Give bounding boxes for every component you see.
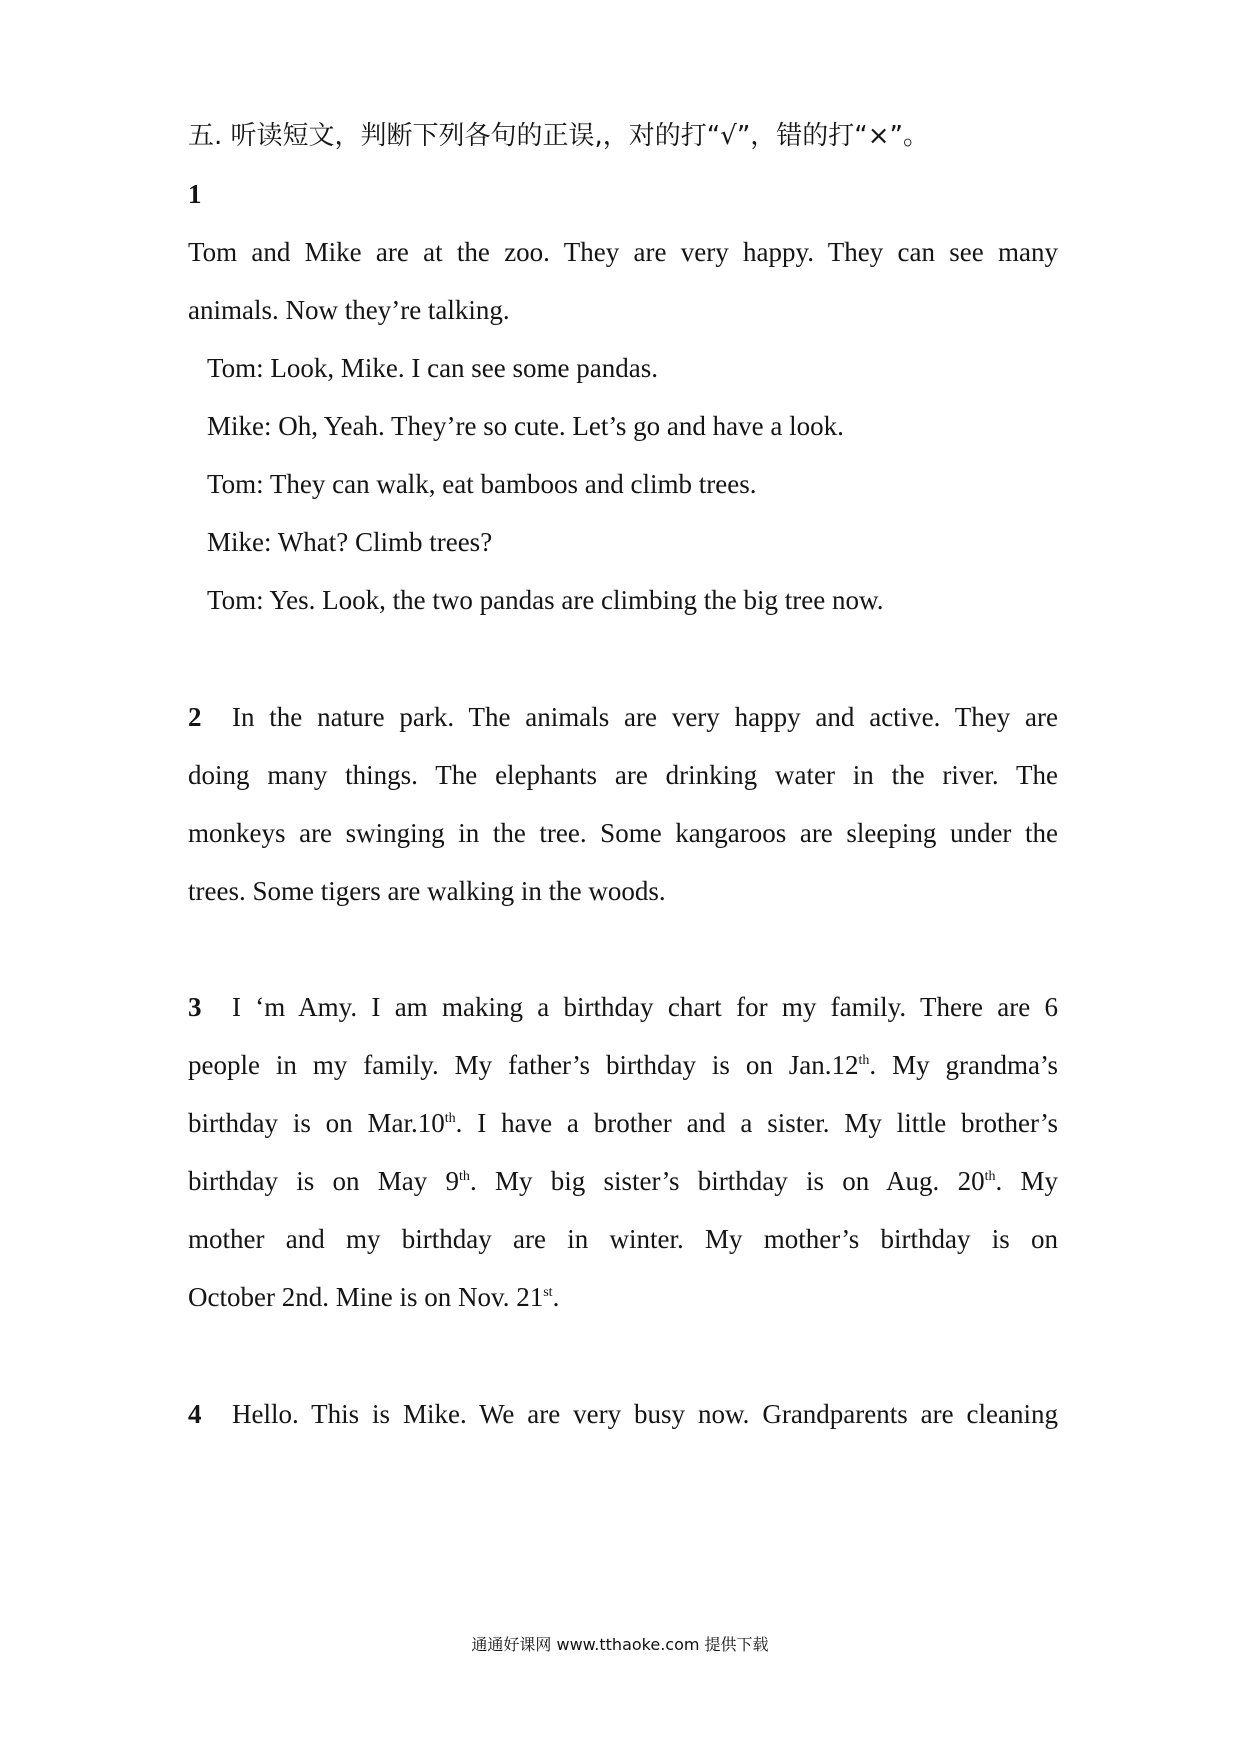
section-2-line-2: doing many things. The elephants are drinking water in the river. The [188,760,1058,790]
text-run: . My [995,1166,1058,1196]
section-4-line-1 [188,1396,1058,1432]
paragraph-text: Hello. This is Mike. We are very busy now. Grandparents are cleaning [232,1399,1058,1429]
text-run: . My grandma’s [869,1050,1058,1080]
text-run: people in my family. My father’s birthday is on Jan.12 [188,1050,859,1080]
text-run: October 2nd. Mine is on Nov. 21 [188,1282,544,1312]
ordinal-suffix: th [459,1169,470,1184]
section-1-line-2: animals. Now they’re talking. [188,295,510,325]
paragraph-text: In the nature park. The animals are very happy and active. They are [232,702,1058,732]
section-3-line-4 [188,1163,1058,1199]
section-3-line-1 [188,989,1058,1025]
paragraph-text: I ‘m Amy. I am making a birthday chart for my family. There are 6 [232,992,1058,1022]
text-run: birthday is on May 9 [188,1166,460,1196]
section-number: 3 [188,992,202,1022]
page-footer: 通通好课网 www.tthaoke.com 提供下载 [471,1635,769,1654]
dialogue-line: Tom: Yes. Look, the two pandas are climbing the big tree now. [207,585,884,615]
section-1-number [188,176,1058,212]
text-run: birthday is on Mar.10 [188,1108,445,1138]
exercise-heading: 五. 听读短文，判断下列各句的正误,，对的打“√”，错的打“×”。 [188,121,930,151]
section-1-line-1: Tom and Mike are at the zoo. They are very happy. They can see many [188,237,1058,267]
dialogue-line: Mike: Oh, Yeah. They’re so cute. Let’s go and have a look. [207,411,844,441]
dialogue-line: Mike: What? Climb trees? [207,527,493,557]
section-3-line-2 [188,1047,1058,1083]
ordinal-suffix: st [543,1285,553,1300]
text-run: . [552,1282,560,1312]
text-run: . I have a brother and a sister. My little brother’s [455,1108,1059,1138]
ordinal-suffix: th [444,1111,456,1126]
dialogue-line: Tom: Look, Mike. I can see some pandas. [207,353,658,383]
dialogue-line: Tom: They can walk, eat bamboos and climb trees. [207,469,757,499]
section-number: 1 [188,179,202,209]
section-2-line-4: trees. Some tigers are walking in the woods. [188,876,666,906]
section-3-line-5: mother and my birthday are in winter. My mother’s birthday is on [188,1224,1058,1254]
text-run: . My big sister’s birthday is on Aug. 20 [469,1166,985,1196]
section-number: 4 [188,1399,202,1429]
section-3-line-3 [188,1105,1058,1141]
section-2-line-1 [188,699,1058,735]
section-2-line-3: monkeys are swinging in the tree. Some kangaroos are sleeping under the [188,818,1058,848]
section-number: 2 [188,702,202,732]
ordinal-suffix: th [858,1053,870,1068]
section-3-line-6 [188,1279,1058,1315]
ordinal-suffix: th [984,1169,996,1184]
